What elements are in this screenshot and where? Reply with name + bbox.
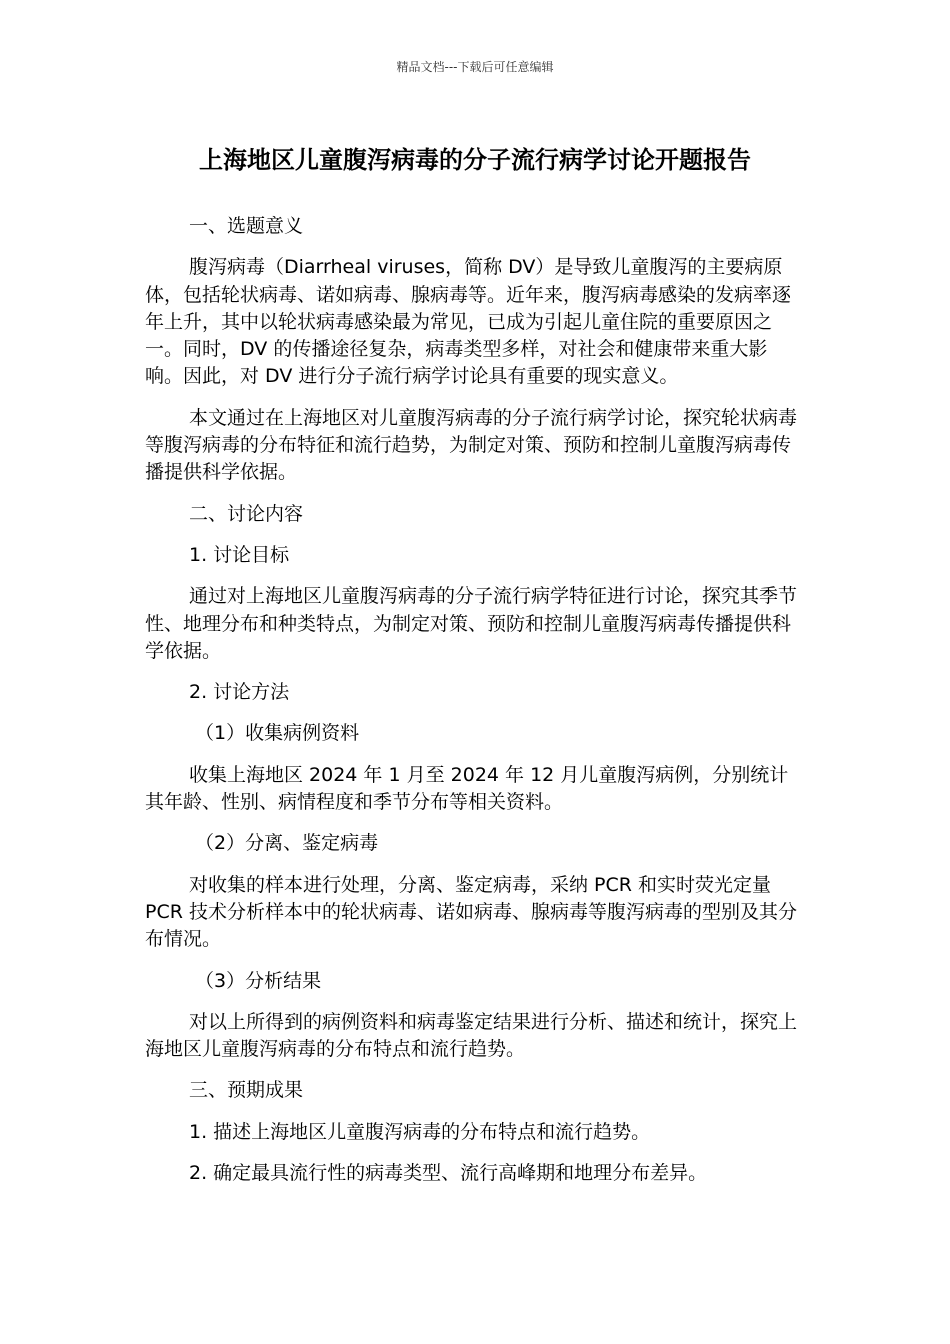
paragraph: 对以上所得到的病例资料和病毒鉴定结果进行分析、描述和统计，探究上海地区儿童腹泻病毒的分布特点和流行趋势。 xyxy=(145,1010,798,1061)
document-body xyxy=(145,213,805,1201)
paragraph: 腹泻病毒（Diarrheal viruses，简称 DV）是导致儿童腹泻的主要病原体，包括轮状病毒、诺如病毒、腺病毒等。近年来，腹泻病毒感染的发病率逐年上升，其中以轮状病毒感染最为常见，已成为引起儿童住院的重要原因之一。同时，DV 的传播途径复杂，病毒类型多样，对社会和健康带来重大影响。因此，对 DV 进行分子流行病学讨论具有重要的现实意义。 xyxy=(145,256,792,388)
page-title: 上海地区儿童腹泻病毒的分子流行病学讨论开题报告 xyxy=(199,146,751,174)
section-heading-3: 三、预期成果 xyxy=(189,1079,304,1102)
paragraph: 收集上海地区 2024 年 1 月至 2024 年 12 月儿童腹泻病例，分别统计其年龄、性别、病情程度和季节分布等相关资料。 xyxy=(145,763,789,814)
list-item: 1. 描述上海地区儿童腹泻病毒的分布特点和流行趋势。 xyxy=(189,1120,651,1143)
list-item: 2. 确定最具流行性的病毒类型、流行高峰期和地理分布差异。 xyxy=(189,1162,708,1185)
section-heading-2: 二、讨论内容 xyxy=(189,502,304,525)
header-note: 精品文档---下载后可任意编辑 xyxy=(396,60,554,74)
subsection-heading: 1. 讨论目标 xyxy=(189,543,290,566)
item-heading: （2）分离、鉴定病毒 xyxy=(195,832,379,855)
section-heading-1: 一、选题意义 xyxy=(189,215,304,237)
subsection-heading: 2. 讨论方法 xyxy=(189,681,290,704)
paragraph: 通过对上海地区儿童腹泻病毒的分子流行病学特征进行讨论，探究其季节性、地理分布和种类特点，为制定对策、预防和控制儿童腹泻病毒传播提供科学依据。 xyxy=(145,585,798,662)
item-heading: （3）分析结果 xyxy=(195,969,322,992)
paragraph: 对收集的样本进行处理，分离、鉴定病毒，采纳 PCR 和实时荧光定量 PCR 技术分析样本中的轮状病毒、诺如病毒、腺病毒等腹泻病毒的型别及其分布情况。 xyxy=(145,873,797,951)
paragraph: 本文通过在上海地区对儿童腹泻病毒的分子流行病学讨论，探究轮状病毒等腹泻病毒的分布特征和流行趋势，为制定对策、预防和控制儿童腹泻病毒传播提供科学依据。 xyxy=(145,406,798,484)
item-heading: （1）收集病例资料 xyxy=(195,722,360,745)
